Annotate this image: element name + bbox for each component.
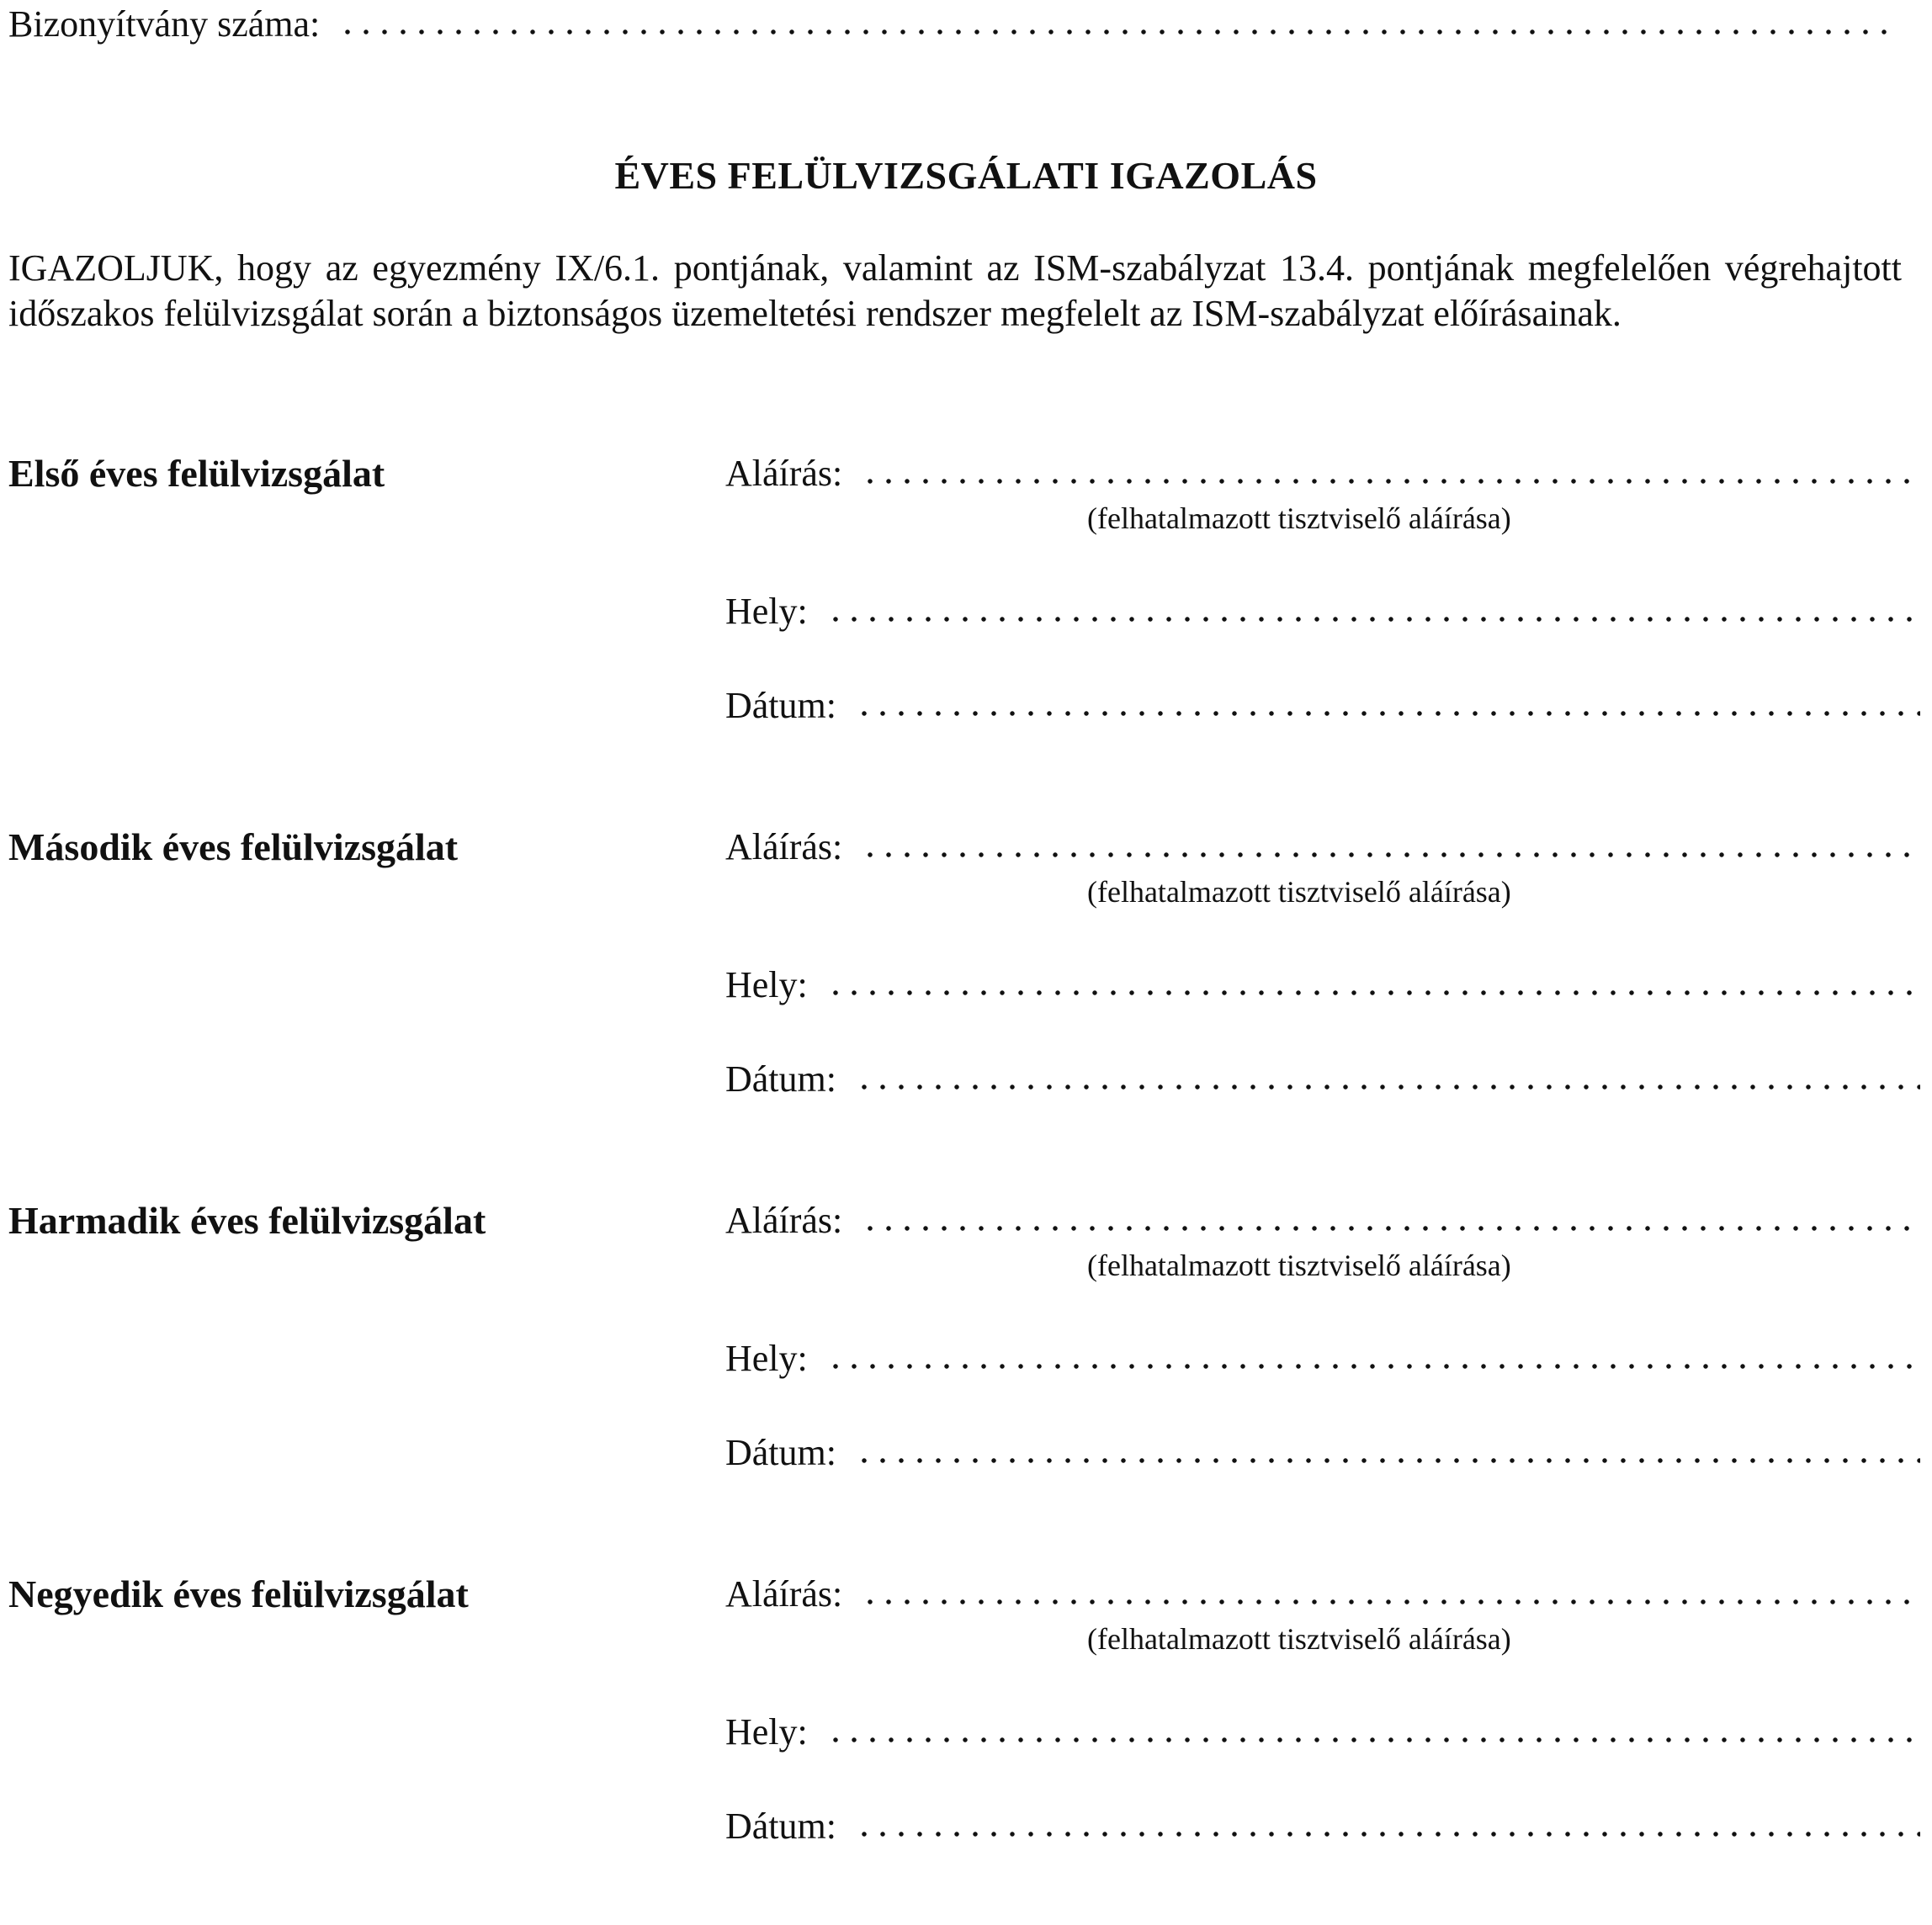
signature-field[interactable] [725, 1198, 1920, 1244]
place-dotted-line[interactable] [826, 1737, 1920, 1743]
signature-field[interactable] [725, 451, 1920, 496]
signature-label: Aláírás: [725, 826, 843, 867]
date-dotted-line[interactable] [855, 1084, 1920, 1090]
signature-field[interactable] [725, 825, 1920, 870]
section-title: Második éves felülvizsgálat [8, 825, 459, 868]
signature-dotted-line[interactable] [861, 478, 1920, 485]
signature-note: (felhatalmazott tisztviselő aláírása) [1087, 1249, 1511, 1282]
place-field[interactable] [725, 1336, 1920, 1381]
signature-label: Aláírás: [725, 453, 843, 494]
signature-field[interactable] [725, 1572, 1920, 1617]
annual-review-section-2 [0, 825, 1932, 1178]
date-field[interactable] [725, 683, 1920, 729]
date-field[interactable] [725, 1057, 1920, 1102]
place-label: Hely: [725, 964, 808, 1005]
date-field[interactable] [725, 1804, 1920, 1849]
signature-dotted-line[interactable] [861, 1225, 1920, 1232]
place-label: Hely: [725, 591, 808, 632]
place-label: Hely: [725, 1338, 808, 1379]
certificate-number-label: Bizonyítvány száma: [8, 3, 321, 45]
section-title: Első éves felülvizsgálat [8, 452, 385, 495]
certificate-number-field[interactable] [8, 2, 1897, 47]
signature-note: (felhatalmazott tisztviselő aláírása) [1087, 1622, 1511, 1656]
date-label: Dátum: [725, 1058, 836, 1100]
intro-paragraph: IGAZOLJUK, hogy az egyezmény IX/6.1. pontjának, valamint az ISM-szabályzat 13.4. pontjának megfelelően végrehajtott időszakos felülvizsgálat során a biztonságos üzemeltetési rendszer megfelelt az ISM-szabályzat előírásainak. [8, 247, 1902, 334]
date-label: Dátum: [725, 685, 836, 726]
annual-review-section-1 [0, 451, 1932, 804]
signature-note: (felhatalmazott tisztviselő aláírása) [1087, 875, 1511, 909]
signature-dotted-line[interactable] [861, 851, 1920, 858]
certificate-number-dotted-line[interactable] [338, 29, 1897, 35]
place-dotted-line[interactable] [826, 989, 1920, 996]
place-field[interactable] [725, 589, 1920, 634]
place-dotted-line[interactable] [826, 616, 1920, 623]
place-label: Hely: [725, 1711, 808, 1753]
date-field[interactable] [725, 1430, 1920, 1476]
place-field[interactable] [725, 962, 1920, 1008]
annual-review-section-4 [0, 1572, 1932, 1925]
annual-review-section-3 [0, 1198, 1932, 1551]
date-label: Dátum: [725, 1806, 836, 1847]
signature-label: Aláírás: [725, 1573, 843, 1615]
date-label: Dátum: [725, 1432, 836, 1473]
place-dotted-line[interactable] [826, 1363, 1920, 1370]
document-title: ÉVES FELÜLVIZSGÁLATI IGAZOLÁS [614, 154, 1318, 197]
date-dotted-line[interactable] [855, 1831, 1920, 1838]
signature-dotted-line[interactable] [861, 1599, 1920, 1605]
date-dotted-line[interactable] [855, 710, 1920, 717]
signature-label: Aláírás: [725, 1200, 843, 1241]
section-title: Harmadik éves felülvizsgálat [8, 1199, 486, 1242]
date-dotted-line[interactable] [855, 1457, 1920, 1464]
place-field[interactable] [725, 1710, 1920, 1755]
signature-note: (felhatalmazott tisztviselő aláírása) [1087, 501, 1511, 535]
section-title: Negyedik éves felülvizsgálat [8, 1572, 469, 1615]
